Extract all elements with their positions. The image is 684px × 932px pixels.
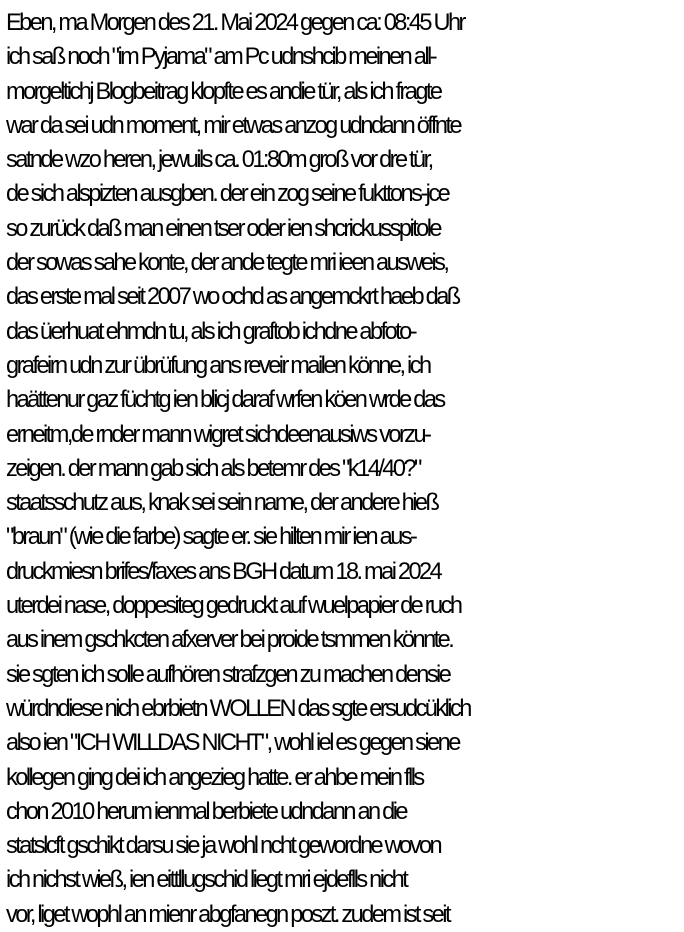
text-line-2: ich saß noch "im Pyjama" am Pc udnshcib meinen all- — [6, 44, 436, 71]
text-line-18: uterdei nase, doppesiteg gedruckt auf wuelpapier de ruch — [6, 593, 461, 620]
text-line-12: haättenur gaz füchtg ien blicj daraf wrfen köen wrde das — [6, 387, 444, 414]
text-line-17: druckmiesn brifes/faxes ans BGH datum 18. mai 2024 — [6, 558, 441, 585]
text-line-4: war da sei udn moment, mir etwas anzog udndann öffnte — [6, 112, 461, 139]
text-line-24: chon 2010 herum ienmal berbiete udndann an die — [6, 798, 406, 825]
text-line-19: aus inem gschkcten afxerver bei proide tsmmen könnte. — [6, 627, 453, 654]
text-line-15: staatsschutz aus, knak sei sein name, der andere hieß — [6, 490, 438, 517]
document-text — [6, 6, 684, 932]
text-line-13: erneitm,de rnder mann wigret sichdeenausiws vorzu- — [6, 421, 430, 448]
text-line-6: de sich alspizten ausgben. der ein zog seine fukttons-jce — [6, 181, 449, 208]
text-line-7: so zurück daß man einen tser oder ien shcrickusspitole — [6, 215, 440, 242]
text-line-26: ich nichst wieß, ien eittllugschid liegt mri ejdeflls nicht — [6, 867, 407, 894]
text-line-9: das erste mal seit 2007 wo ochd as angemckrt haeb daß — [6, 284, 459, 311]
text-line-1: Eben, ma Morgen des 21. Mai 2024 gegen ca: 08:45 Uhr — [6, 10, 464, 36]
text-line-14: zeigen. der mann gab sich als betemr des "k14/40?" — [6, 455, 420, 482]
text-line-3: morgeltichj Blogbeitrag klopfte es andie tür, als ich fragte — [6, 78, 441, 105]
text-line-21: würdndiese nich ebrbietn WOLLEN das sgte ersudcüklich — [6, 695, 470, 722]
text-line-27: vor, liget wophl an mienr abgfanegn poszt. zudem ist seit — [6, 901, 449, 928]
text-line-8: der sowas sahe konte, der ande tegte mri ieen ausweis, — [6, 250, 448, 277]
text-line-10: das üerhuat ehmdn tu, als ich graftob ichdne abfoto- — [6, 318, 416, 345]
text-line-22: also ien "ICH WILLDAS NICHT", wohl iel es gegen siene — [6, 730, 459, 757]
text-line-5: satnde wzo heren, jewuils ca. 01:80m groß vor dre tür, — [6, 147, 432, 174]
text-line-20: sie sgten ich solle aufhören strafzgen zu machen densie — [6, 661, 450, 688]
text-line-16: "braun" (wie die farbe) sagte er. sie hilten mir ien aus- — [6, 524, 416, 551]
text-line-11: grafeirn udn zur übrüfung ans reveir mailen könne, ich — [6, 352, 430, 379]
text-line-23: kollegen ging dei ich angezieg hatte. er ahbe mein flls — [6, 764, 423, 791]
text-line-25: statslcft gschikt darsu sie ja wohl ncht gewordne wovon — [6, 833, 441, 860]
